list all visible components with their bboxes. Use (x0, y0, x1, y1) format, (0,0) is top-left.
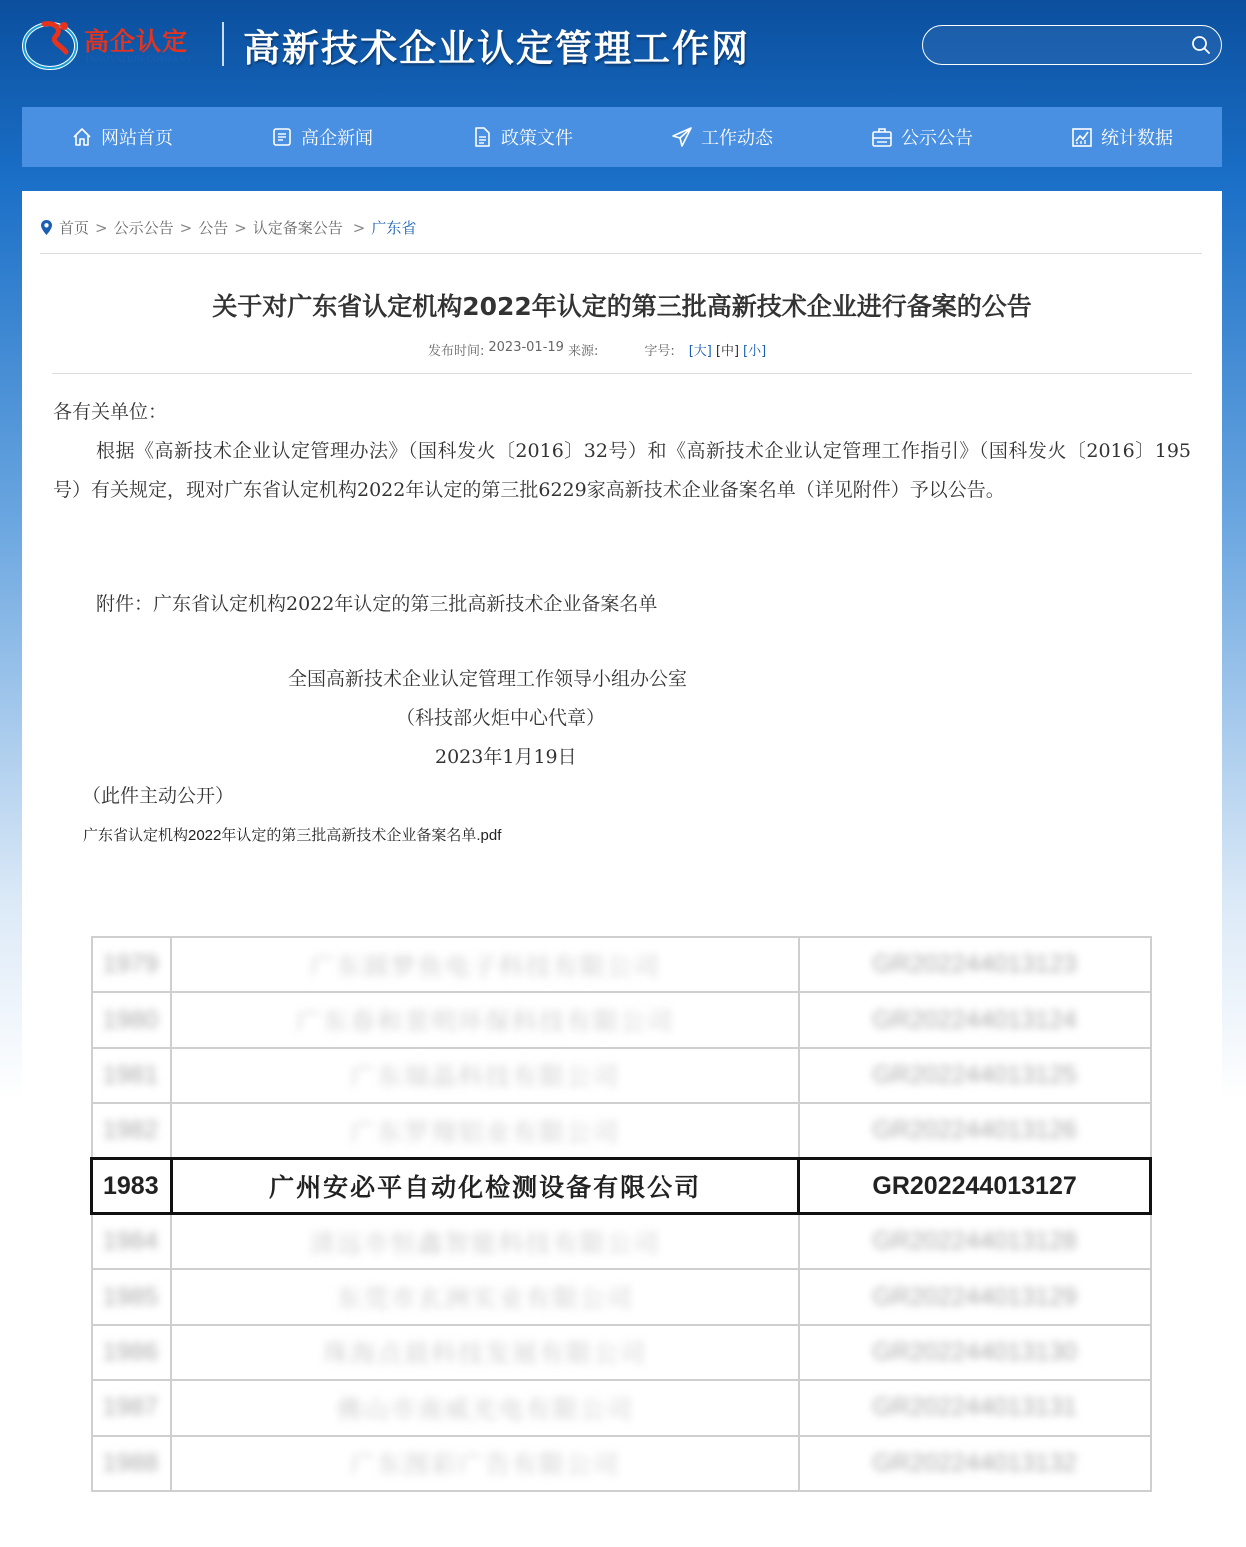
nav-item-notice[interactable] (822, 107, 1022, 167)
table-row (92, 1269, 1151, 1324)
company-name: 广州安必平自动化检测设备有限公司 (171, 1159, 798, 1214)
chart-icon (1071, 126, 1093, 148)
company-name: 广东图彩广告有限公司 (171, 1436, 798, 1491)
certificate-code: GR202244013130 (799, 1325, 1151, 1380)
certificate-code: GR202244013123 (799, 937, 1151, 992)
font-size-large-button[interactable]: [大] (688, 344, 712, 359)
meta-date: 2023-01-19 (488, 340, 564, 355)
article-paragraph: 根据《高新技术企业认定管理办法》（国科发火〔2016〕32号）和《高新技术企业认定管理工作指引》（国科发火〔2016〕195号）有关规定，现对广东省认定机构2022年认定的第三批6229家高新技术企业备案名单（详见附件）予以公告。 (53, 440, 1191, 501)
breadcrumb-level1[interactable]: 公示公告 (113, 219, 174, 237)
search-icon[interactable] (1191, 35, 1211, 55)
certificate-code: GR202244013127 (799, 1159, 1151, 1214)
content-panel (22, 191, 1222, 1547)
certificate-code: GR202244013129 (799, 1269, 1151, 1324)
article-title: 关于对广东省认定机构2022年认定的第三批高新技术企业进行备案的公告 (212, 292, 1032, 321)
filing-table-image (90, 936, 1152, 1496)
home-icon (71, 126, 93, 148)
document-icon (471, 126, 493, 148)
header-divider (222, 22, 224, 66)
company-name: 清远市恒鑫智能科技有限公司 (171, 1214, 798, 1269)
breadcrumb-current[interactable]: 广东省 (371, 219, 417, 237)
nav-item-home[interactable] (22, 107, 222, 167)
certificate-code: GR202244013126 (799, 1103, 1151, 1158)
row-number: 1985 (92, 1269, 172, 1324)
table-row (92, 937, 1151, 992)
row-number: 1984 (92, 1214, 172, 1269)
row-number: 1986 (92, 1325, 172, 1380)
breadcrumb-level3[interactable]: 认定备案公告 (252, 219, 343, 237)
nav-label: 公示公告 (901, 128, 973, 149)
table-row (92, 1325, 1151, 1380)
table-row (92, 1103, 1151, 1158)
briefcase-icon (871, 126, 893, 148)
nav-item-stats[interactable] (1022, 107, 1222, 167)
meta-source-label: 来源: (567, 344, 599, 359)
company-name: 珠海点晨科技发展有限公司 (171, 1325, 798, 1380)
row-number: 1988 (92, 1436, 172, 1491)
attachment-file-link[interactable]: 广东省认定机构2022年认定的第三批高新技术企业备案名单.pdf (83, 827, 502, 844)
certificate-code: GR202244013124 (799, 992, 1151, 1047)
nav-item-policy[interactable] (422, 107, 622, 167)
article-meta (428, 340, 766, 359)
breadcrumb-level2[interactable]: 公告 (198, 219, 229, 237)
company-name: 佛山市南威光电有限公司 (171, 1380, 798, 1435)
breadcrumb-separator: > (95, 218, 108, 237)
breadcrumb-separator: > (234, 218, 247, 237)
row-number: 1981 (92, 1048, 172, 1103)
site-logo[interactable] (22, 12, 212, 72)
table-row (92, 1048, 1151, 1103)
breadcrumb-separator: > (352, 218, 366, 237)
table-row (92, 1380, 1151, 1435)
breadcrumb (40, 217, 416, 238)
row-number: 1980 (92, 992, 172, 1047)
nav-item-work[interactable] (622, 107, 822, 167)
main-nav (22, 107, 1222, 167)
nav-label: 政策文件 (501, 128, 573, 149)
company-name: 广东圆梦鱼电子科技有限公司 (171, 937, 798, 992)
nav-label: 网站首页 (101, 128, 173, 149)
meta-date-label: 发布时间: (428, 344, 485, 359)
row-number: 1979 (92, 937, 172, 992)
signature-date: 2023年1月19日 (435, 746, 577, 768)
font-size-medium-button[interactable]: [中] (715, 344, 740, 359)
meta-divider (52, 373, 1192, 374)
breadcrumb-divider (40, 253, 1202, 254)
paper-plane-icon (671, 126, 693, 148)
location-pin-icon (40, 219, 53, 236)
company-name: 广东瑞晶科技有限公司 (171, 1048, 798, 1103)
nav-item-news[interactable] (222, 107, 422, 167)
attachment-line: 附件：广东省认定机构2022年认定的第三批高新技术企业备案名单 (96, 593, 658, 615)
certificate-code: GR202244013125 (799, 1048, 1151, 1103)
row-number: 1987 (92, 1380, 172, 1435)
filing-table (90, 936, 1152, 1492)
table-row (92, 1436, 1151, 1491)
row-number: 1982 (92, 1103, 172, 1158)
signature-proxy: （科技部火炬中心代章） (396, 707, 606, 729)
company-name: 广东春和景明环保科技有限公司 (171, 992, 798, 1047)
certificate-code: GR202244013131 (799, 1380, 1151, 1435)
breadcrumb-home[interactable]: 首页 (59, 219, 90, 237)
site-header (0, 0, 1246, 100)
nav-label: 工作动态 (701, 128, 773, 149)
salutation: 各有关单位： (53, 401, 168, 423)
logo-subtext: INNOVATION COMPANY (86, 54, 193, 64)
company-name: 广东罗翔铝业有限公司 (171, 1103, 798, 1158)
font-size-small-button[interactable]: [小] (743, 344, 767, 359)
logo-emblem-icon (22, 12, 84, 72)
search-input[interactable] (937, 34, 1177, 56)
table-row (92, 1159, 1151, 1214)
nav-label: 高企新闻 (301, 128, 373, 149)
table-row (92, 992, 1151, 1047)
signature-org: 全国高新技术企业认定管理工作领导小组办公室 (288, 668, 688, 690)
certificate-code: GR202244013132 (799, 1436, 1151, 1491)
meta-fontsize-label: 字号: (644, 344, 675, 359)
breadcrumb-separator: > (179, 218, 193, 237)
site-title: 高新技术企业认定管理工作网 (243, 26, 750, 70)
certificate-code: GR202244013128 (799, 1214, 1151, 1269)
search-box[interactable] (922, 25, 1222, 65)
nav-label: 统计数据 (1101, 128, 1173, 149)
news-icon (271, 126, 293, 148)
table-row (92, 1214, 1151, 1269)
company-name: 东莞市玄洲实业有限公司 (171, 1269, 798, 1324)
publicity-note: （此件主动公开） (82, 785, 235, 807)
logo-text: 高企认定 (84, 27, 189, 56)
row-number: 1983 (92, 1159, 172, 1214)
